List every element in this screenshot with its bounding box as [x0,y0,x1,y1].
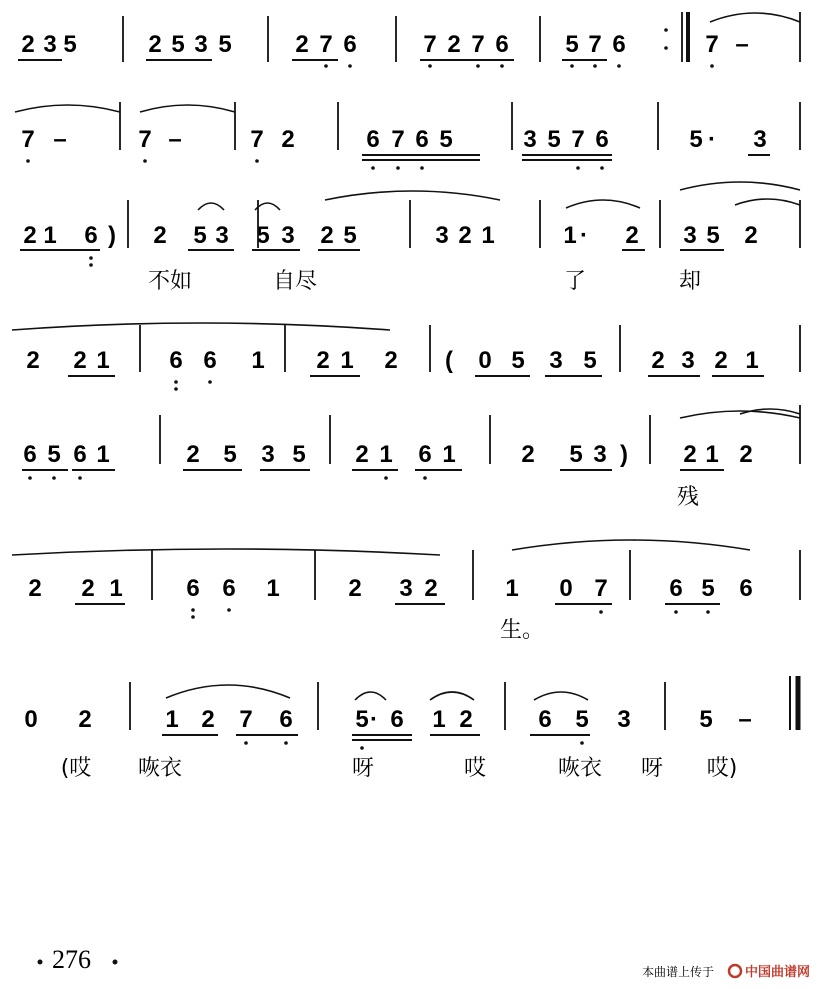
jianpu-note: 7 [250,126,264,153]
octave-dot [599,610,603,614]
jianpu-note: 5 [256,222,270,249]
jianpu-note: 1 [96,441,110,468]
jianpu-note: 1 [505,575,519,602]
lyric-syllable: 哎 [463,756,487,781]
jianpu-note: 7 [588,31,602,58]
jianpu-note: 1 [251,347,265,374]
jianpu-note: 2 [447,31,461,58]
octave-dot [371,166,375,170]
lyric-syllable: 呀 [640,756,664,781]
tie [325,191,500,200]
jianpu-note: 6 [84,222,98,249]
slur [534,692,588,700]
octave-dot [191,615,195,619]
jianpu-note: 1 [379,441,393,468]
jianpu-note: 6 [186,575,200,602]
jianpu-note: 7 [571,126,585,153]
jianpu-note: 3 [681,347,695,374]
jianpu-note: 3 [215,222,229,249]
notation-mark: ( [445,347,453,374]
jianpu-note: 6 [390,706,404,733]
jianpu-note: 0 [478,347,492,374]
octave-dot [284,741,288,745]
octave-dot [324,64,328,68]
octave-dot [600,166,604,170]
jianpu-note: 5 [193,222,207,249]
notation-mark: – [53,126,67,153]
site-logo-icon [729,965,741,977]
jianpu-note: 6 [418,441,432,468]
octave-dot [576,166,580,170]
jianpu-note: 2 [459,706,473,733]
octave-dot [428,64,432,68]
lyric-syllable: 呀 [351,756,375,781]
octave-dot [360,746,364,750]
jianpu-note: 6 [669,575,683,602]
jianpu-note: 6 [222,575,236,602]
jianpu-note: 6 [495,31,509,58]
octave-dot [208,380,212,384]
jianpu-note: 1 [705,441,719,468]
octave-dot [617,64,621,68]
jianpu-note: 6 [366,126,380,153]
jianpu-note: 6 [739,575,753,602]
notation-mark: · [708,126,716,153]
jianpu-note: 2 [186,441,200,468]
jianpu-note: 3 [43,31,57,58]
lyric-syllable: 自尽 [272,269,318,294]
jianpu-note: 5 [565,31,579,58]
octave-dot [89,256,93,260]
jianpu-note: 5 [699,706,713,733]
jianpu-note: 0 [559,575,573,602]
jianpu-note: 2 [683,441,697,468]
jianpu-note: 6 [612,31,626,58]
octave-dot [384,476,388,480]
jianpu-note: 7 [594,575,608,602]
jianpu-note: 1 [96,347,110,374]
lyric-syllable: 咴衣 [557,756,603,781]
jianpu-note: 2 [739,441,753,468]
octave-dot [570,64,574,68]
jianpu-note: 6 [73,441,87,468]
jianpu-note: 6 [169,347,183,374]
page-number-dot [113,960,118,965]
octave-dot [664,46,668,50]
jianpu-note: 2 [521,441,535,468]
jianpu-note: 1 [266,575,280,602]
jianpu-note: 2 [281,126,295,153]
jianpu-note: 2 [316,347,330,374]
jianpu-note: 0 [24,706,38,733]
jianpu-note: 7 [391,126,405,153]
tie [680,182,800,190]
jianpu-note: 1 [165,706,179,733]
slur [198,203,224,210]
jianpu-note: 3 [399,575,413,602]
jianpu-note: 3 [523,126,537,153]
jianpu-note: 7 [423,31,437,58]
jianpu-note: 3 [549,347,563,374]
jianpu-note: 6 [343,31,357,58]
octave-dot [191,608,195,612]
tie [15,105,120,112]
octave-dot [593,64,597,68]
jianpu-note: 5 [171,31,185,58]
jianpu-note: 1 [432,706,446,733]
lyric-syllable: 不如 [147,269,193,294]
octave-dot [580,741,584,745]
jianpu-note: 1 [442,441,456,468]
jianpu-note: 1 [745,347,759,374]
octave-dot [706,610,710,614]
jianpu-note: 2 [201,706,215,733]
jianpu-note: 6 [538,706,552,733]
jianpu-note: 2 [355,441,369,468]
jianpu-note: 7 [239,706,253,733]
lyric-syllable: 残 [676,485,700,510]
jianpu-note: 3 [281,222,295,249]
jianpu-note: 2 [384,347,398,374]
tie [140,105,235,112]
jianpu-note: 3 [617,706,631,733]
tie [12,323,390,330]
jianpu-note: 7 [471,31,485,58]
lyric-syllable: (哎 [60,756,92,781]
lyric-syllable: 咴衣 [137,756,183,781]
notation-mark: · [580,222,588,249]
jianpu-note: 2 [320,222,334,249]
notation-mark: · [370,706,378,733]
jianpu-note: 5 [343,222,357,249]
page-number: 276 [52,945,91,974]
jianpu-note: 2 [625,222,639,249]
jianpu-note: 5 [575,706,589,733]
jianpu-note: 7 [705,31,719,58]
jianpu-note: 2 [458,222,472,249]
jianpu-note: 2 [73,347,87,374]
lyric-syllable: 生。 [499,618,545,643]
octave-dot [174,387,178,391]
tie [12,549,440,555]
tie [735,199,800,205]
notation-mark: ) [620,441,628,468]
jianpu-note: 5 [583,347,597,374]
jianpu-note: 3 [435,222,449,249]
jianpu-note: 2 [81,575,95,602]
jianpu-note: 5 [63,31,77,58]
jianpu-note: 3 [194,31,208,58]
jianpu-note: 2 [153,222,167,249]
slur [166,685,290,698]
jianpu-note: 5 [292,441,306,468]
jianpu-note: 2 [26,347,40,374]
jianpu-note: 5 [439,126,453,153]
jianpu-note: 2 [424,575,438,602]
octave-dot [244,741,248,745]
lyric-syllable: 却 [678,269,702,294]
jianpu-note: 5 [223,441,237,468]
octave-dot [476,64,480,68]
jianpu-note: 2 [714,347,728,374]
notation-mark: – [738,706,752,733]
octave-dot [396,166,400,170]
octave-dot [143,159,147,163]
jianpu-note: 2 [28,575,42,602]
tie [710,13,800,22]
octave-dot [174,380,178,384]
jianpu-note: 5 [218,31,232,58]
jianpu-note: 6 [279,706,293,733]
octave-dot [710,64,714,68]
jianpu-note: 3 [683,222,697,249]
jianpu-note: 1 [43,222,57,249]
octave-dot [26,159,30,163]
jianpu-note: 3 [753,126,767,153]
jianpu-note: 2 [348,575,362,602]
octave-dot [420,166,424,170]
octave-dot [89,263,93,267]
jianpu-note: 3 [261,441,275,468]
jianpu-note: 1 [481,222,495,249]
jianpu-note: 2 [21,31,35,58]
slur [430,692,474,700]
page-number-dot [38,960,43,965]
slur [566,200,640,208]
jianpu-note: 5 [701,575,715,602]
jianpu-note: 2 [23,222,37,249]
notation-mark: ) [108,222,116,249]
jianpu-note: 6 [203,347,217,374]
jianpu-note: 2 [78,706,92,733]
jianpu-note: 7 [138,126,152,153]
jianpu-note: 6 [595,126,609,153]
jianpu-note: 5 [547,126,561,153]
octave-dot [28,476,32,480]
tie [512,540,750,550]
jianpu-note: 5 [706,222,720,249]
jianpu-note: 7 [319,31,333,58]
octave-dot [255,159,259,163]
jianpu-note: 1 [109,575,123,602]
site-brand: 中国曲谱网 [745,965,811,980]
octave-dot [78,476,82,480]
jianpu-note: 2 [744,222,758,249]
jianpu-note: 5 [511,347,525,374]
lyric-syllable: 了 [563,269,587,294]
tie [680,411,800,418]
jianpu-note: 1 [563,222,577,249]
jianpu-note: 5 [689,126,703,153]
jianpu-note: 5 [355,706,369,733]
octave-dot [674,610,678,614]
jianpu-note: 1 [340,347,354,374]
octave-dot [664,28,668,32]
upload-credit: 本曲谱上传于 [642,965,715,979]
jianpu-note: 3 [593,441,607,468]
jianpu-note: 2 [148,31,162,58]
octave-dot [52,476,56,480]
jianpu-note: 5 [47,441,61,468]
jianpu-note: 6 [23,441,37,468]
notation-mark: – [168,126,182,153]
jianpu-note: 5 [569,441,583,468]
jianpu-note: 2 [651,347,665,374]
jianpu-note: 7 [21,126,35,153]
notation-mark: – [735,31,749,58]
jianpu-note: 2 [295,31,309,58]
octave-dot [423,476,427,480]
slur [355,692,386,700]
lyric-syllable: 哎) [706,756,738,781]
jianpu-note: 6 [415,126,429,153]
octave-dot [227,608,231,612]
octave-dot [348,64,352,68]
octave-dot [500,64,504,68]
